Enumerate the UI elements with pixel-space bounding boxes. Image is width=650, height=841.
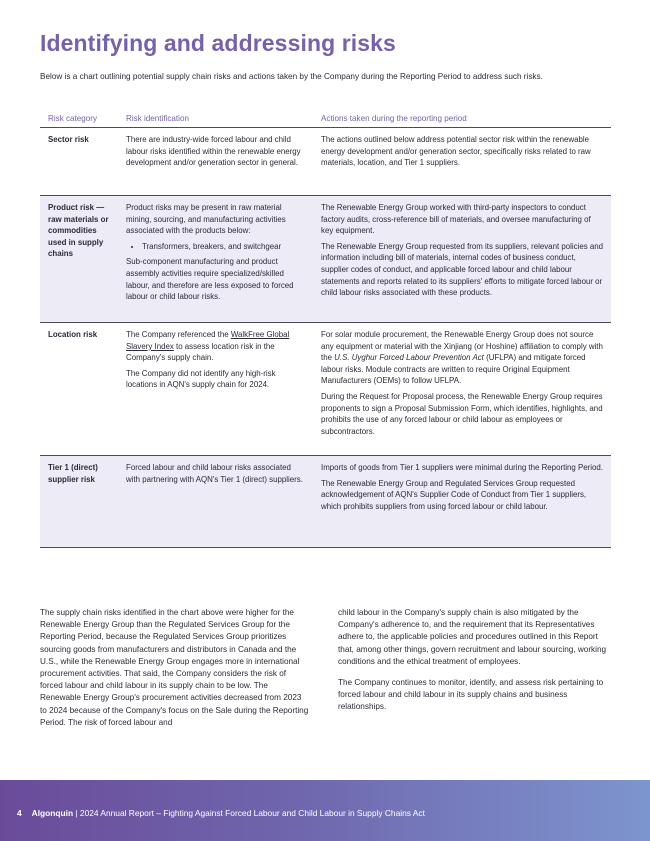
risk-table: [40, 109, 611, 548]
body-paragraph-right-2: The Company continues to monitor, identify, and assess risk pertaining to forced labour and child labour in its supply chains and business relationships.: [338, 678, 604, 712]
product-risk-identification-2: Sub-component manufacturing and product assembly activities require specialized/skilled labour, and therefore are less exposed to forced labour or child labour risks.: [126, 257, 294, 302]
walkfree-index-link[interactable]: WalkFree Global Slavery Index: [126, 330, 290, 351]
location-risk-identification-2: The Company did not identify any high-risk locations in AQN's supply chain for 2024.: [126, 368, 276, 390]
table-header-row: [40, 109, 611, 128]
product-list-item: • Transformers, breakers, and switchgear: [142, 241, 307, 253]
body-column-left: [40, 607, 310, 738]
table-row-sector-risk: [40, 128, 611, 196]
product-risk-identification-1: Product risks may be present in raw material mining, sourcing, and manufacturing activities associated with the products below:: [126, 203, 286, 236]
product-risk-category: Product risk — raw materials or commodities used in supply chains: [48, 203, 109, 259]
body-paragraph-right-1: child labour in the Company's supply chain is also mitigated by the Company's adherence to, and the requirement that its Representatives adhere to, the applicable policies and procedures outlined in this Report that, among other things, govern recruitment and labour sourcing, working conditions and the ethical treatment of employees.: [338, 608, 607, 666]
page-number: 4: [17, 808, 22, 818]
header-risk-identification: Risk identification: [118, 109, 313, 128]
footer-band: [0, 780, 650, 841]
location-risk-actions-1: For solar module procurement, the Renewable Energy Group does not source any equipment or material with the Xinjiang (or Hoshine) affiliation to comply with the U.S. Uyghur Forced Labour Prevention Act (UFLPA) and mitigate forced labour risks. Module contracts are written to require Original Equipment Manufacturers (OEMs) to follow UFLPA.: [321, 330, 603, 386]
tier1-risk-category: Tier 1 (direct) supplier risk: [48, 463, 98, 484]
sector-risk-identification: There are industry-wide forced labour and child labour risks identified within the renewable energy development and/or generation sector in general.: [126, 135, 301, 168]
product-list: [126, 241, 307, 253]
location-risk-actions-2: During the Request for Proposal process, the Renewable Energy Group requires proponents to sign a Proposal Submission Form, which identifies, highlights, and prohibits the use of any forced labour or child labour as employees or subcontractors.: [321, 391, 603, 436]
brand-name: Algonquin: [31, 808, 74, 818]
table-row-tier1-risk: [40, 456, 611, 548]
tier1-risk-actions-1: Imports of goods from Tier 1 suppliers were minimal during the Reporting Period.: [321, 463, 603, 472]
page-title: Identifying and addressing risks: [40, 30, 396, 56]
intro-paragraph: Below is a chart outlining potential supply chain risks and actions taken by the Company during the Reporting Period to address such risks.: [40, 72, 543, 81]
uflpa-act-name: U.S. Uyghur Forced Labour Prevention Act: [334, 353, 484, 363]
location-risk-identification-1: The Company referenced the WalkFree Global Slavery Index to assess location risk in the Company's supply chain.: [126, 330, 290, 363]
header-risk-category: Risk category: [40, 109, 118, 128]
report-title: | 2024 Annual Report – Fighting Against Forced Labour and Child Labour in Supply Chains Act: [73, 808, 425, 818]
product-risk-actions-2: The Renewable Energy Group requested from its suppliers, relevant policies and information including bill of materials, internal codes of business conduct, supplier codes of conduct, and applicable forced labour and child labour statements and reports related to its suppliers' efforts to mitigate forced labour or child labour risks associated with these products.: [321, 241, 604, 298]
sector-risk-category: Sector risk: [48, 135, 89, 144]
sector-risk-actions: The actions outlined below address potential sector risk within the renewable energy development and/or generation sector, specifically risks related to raw materials, location, and Tier 1 suppliers.: [321, 135, 591, 168]
product-risk-actions-1: The Renewable Energy Group worked with third-party inspectors to conduct factory audits, cross-reference bill of materials, and oversee manufacturing of key equipment.: [321, 203, 591, 236]
footer-text: [17, 808, 425, 818]
body-paragraph-left: The supply chain risks identified in the chart above were higher for the Renewable Energy Group than the Regulated Services Group for the Reporting Period, because the Regulated Services Group prioritizes sourcing goods from manufacturers and distributors in Canada and the U.S., while the Renewable Energy Group engages more in international procurement activities. That said, the Company considers the risk of forced labour and child labour in its supply chain to be low. The Renewable Energy Group's procurement activities decreased from 2023 to 2024 because of the Company's focus on the Sale during the Reporting Period. The risk of forced labour and: [40, 608, 309, 727]
table-row-product-risk: [40, 196, 611, 323]
location-risk-category: Location risk: [48, 330, 98, 339]
tier1-risk-identification: Forced labour and child labour risks associated with partnering with AQN's Tier 1 (direct) suppliers.: [126, 463, 303, 484]
table-row-location-risk: [40, 323, 611, 456]
header-actions-taken: Actions taken during the reporting period: [313, 109, 611, 128]
body-column-right: [338, 607, 610, 723]
tier1-risk-actions-2: The Renewable Energy Group and Regulated Services Group requested acknowledgement of AQN's Supplier Code of Conduct from Tier 1 suppliers, which prohibits suppliers from using forced labour or child labour.: [321, 478, 587, 511]
